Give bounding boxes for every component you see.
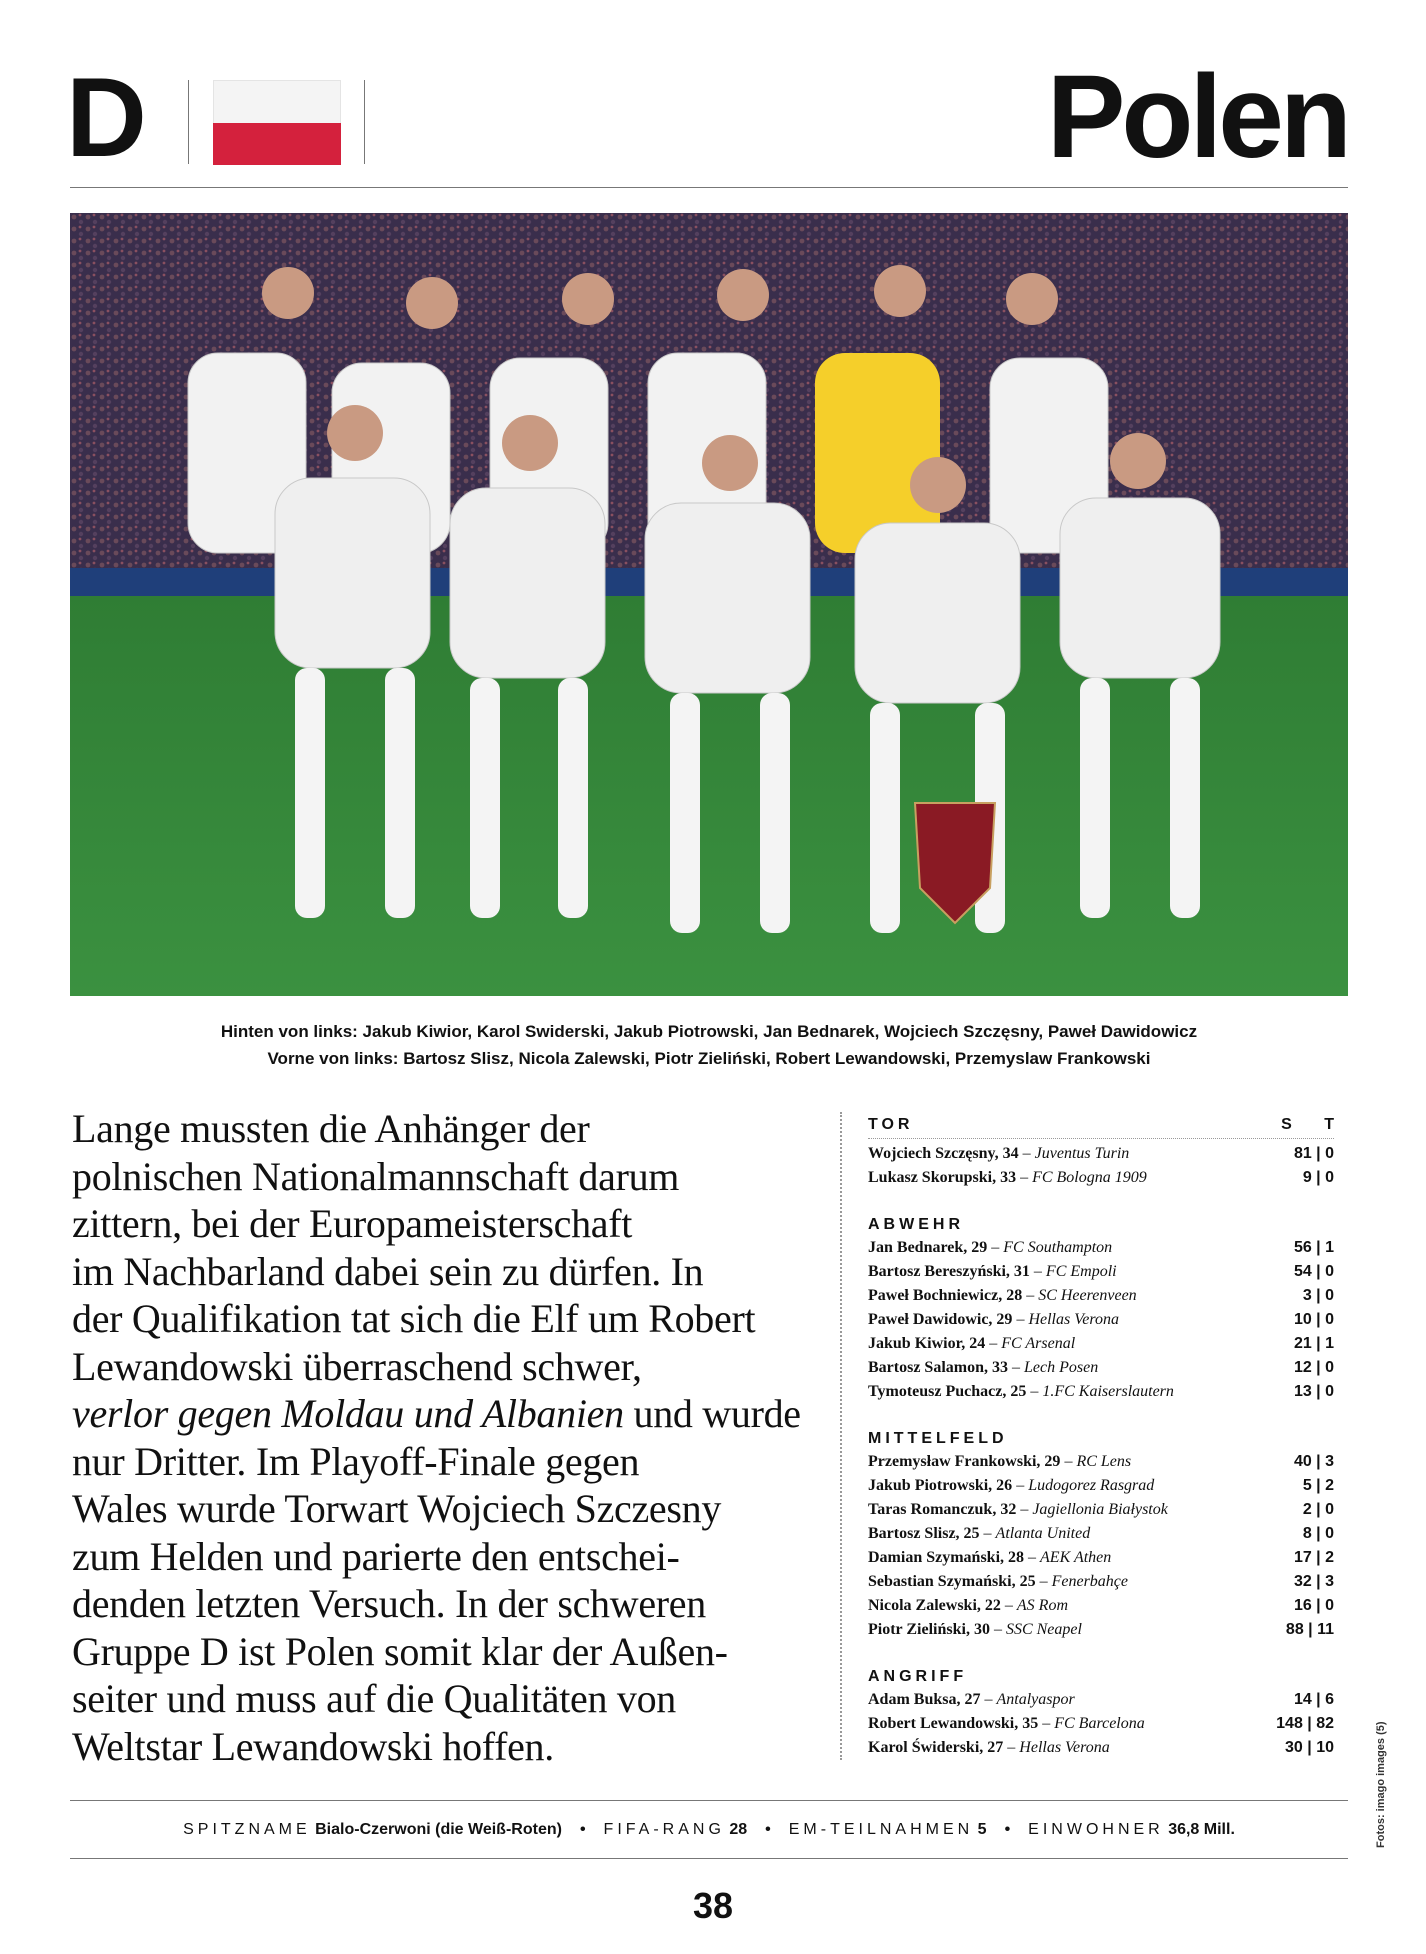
player-name: Bartosz Salamon, 33 — [868, 1359, 1008, 1376]
dash-separator: – — [1012, 1477, 1029, 1494]
player-stats: 32 | 3 — [1293, 1573, 1334, 1590]
dash-separator: – — [1016, 1501, 1033, 1518]
article-line: zum Helden und parierte den entschei- — [72, 1533, 680, 1579]
player-name: Paweł Bochniewicz, 28 — [868, 1287, 1023, 1304]
header-divider-right — [364, 80, 365, 164]
fact-fifa-rang — [604, 1822, 748, 1838]
fact-value: 5 — [977, 1820, 987, 1838]
player-row — [868, 1308, 1334, 1332]
player-name: Wojciech Szczęsny, 34 — [868, 1145, 1019, 1162]
player-info — [868, 1474, 1154, 1498]
roster-section-tor — [868, 1114, 1348, 1190]
article-line-rest: und wurde — [623, 1391, 801, 1436]
squad-roster — [868, 1114, 1348, 1784]
dash-separator: – — [985, 1335, 1002, 1352]
player-stats: 40 | 3 — [1293, 1453, 1334, 1470]
player-stats: 8 | 0 — [1302, 1525, 1334, 1542]
player-stats: 3 | 0 — [1302, 1287, 1334, 1304]
player-row — [868, 1260, 1334, 1284]
player-stats: 21 | 1 — [1293, 1335, 1334, 1352]
dash-separator: – — [989, 1621, 1006, 1638]
player-name: Jan Bednarek, 29 — [868, 1239, 988, 1256]
player-row — [868, 1570, 1334, 1594]
bullet-separator: • — [1004, 1820, 1011, 1838]
player-stats: 5 | 2 — [1302, 1477, 1334, 1494]
roster-section-mittelfeld — [868, 1428, 1334, 1642]
position-heading — [868, 1214, 1334, 1236]
player-club: SSC Neapel — [1005, 1621, 1082, 1638]
position-title: ABWEHR — [868, 1216, 964, 1233]
dash-separator: – — [987, 1239, 1004, 1256]
player-name: Tymoteusz Puchacz, 25 — [868, 1383, 1027, 1400]
player-row — [868, 1688, 1334, 1712]
page-number: 38 — [692, 1885, 734, 1926]
fact-spitzname — [183, 1822, 562, 1838]
roster-section-abwehr — [868, 1214, 1334, 1404]
player-info — [868, 1450, 1131, 1474]
player-stats: 81 | 0 — [1293, 1145, 1334, 1162]
article-body — [72, 1105, 812, 1770]
dash-separator: – — [980, 1691, 997, 1708]
article-line: der Qualifikation tat sich die Elf um Robert — [72, 1296, 756, 1341]
player-stats: 88 | 11 — [1285, 1621, 1334, 1638]
player-info — [868, 1142, 1129, 1166]
player-row — [868, 1498, 1334, 1522]
fact-value: 36,8 Mill. — [1168, 1820, 1235, 1838]
player-name: Piotr Zieliński, 30 — [868, 1621, 990, 1638]
player-row — [868, 1594, 1334, 1618]
fact-value: 28 — [729, 1820, 748, 1838]
player-club: FC Southampton — [1003, 1239, 1113, 1256]
dash-separator: – — [1022, 1287, 1039, 1304]
player-row — [868, 1236, 1334, 1260]
player-club: FC Bologna 1909 — [1032, 1169, 1147, 1186]
stats-header: S T — [1281, 1116, 1348, 1133]
player-row — [868, 1284, 1334, 1308]
article-line: Wales wurde Torwart Wojciech Szczesny — [72, 1486, 722, 1531]
player-row — [868, 1712, 1334, 1736]
article-line: Weltstar Lewandowski hoffen. — [72, 1723, 554, 1769]
player-stats: 14 | 6 — [1293, 1691, 1334, 1708]
article-line: denden letzten Versuch. In der schweren — [72, 1581, 706, 1626]
fact-label: EM-TEILNAHMEN — [788, 1820, 974, 1838]
player-name: Adam Buksa, 27 — [868, 1691, 981, 1708]
fact-value: Bialo-Czerwoni (die Weiß-Roten) — [315, 1820, 562, 1838]
position-title: ANGRIFF — [868, 1668, 968, 1685]
player-info — [868, 1356, 1098, 1380]
dash-separator: – — [1038, 1715, 1055, 1732]
position-title: MITTELFELD — [868, 1430, 1008, 1447]
dash-separator: – — [1029, 1263, 1046, 1280]
caption-front-row: Vorne von links: Bartosz Slisz, Nicola Zalewski, Piotr Zieliński, Robert Lewandowski, Przemyslaw Frankowski — [267, 1049, 1151, 1068]
player-info — [868, 1546, 1111, 1570]
column-divider — [840, 1112, 842, 1760]
player-stats: 16 | 0 — [1293, 1597, 1334, 1614]
player-info — [868, 1712, 1145, 1736]
article-line: nur Dritter. Im Playoff-Finale gegen — [72, 1438, 640, 1484]
team-photo — [70, 213, 1348, 996]
header-divider-left — [188, 80, 189, 164]
article-line: seiter und muss auf die Qualitäten von — [72, 1676, 677, 1721]
player-stats: 13 | 0 — [1293, 1383, 1334, 1400]
player-info — [868, 1308, 1119, 1332]
flag-red-stripe — [213, 123, 341, 166]
position-heading — [868, 1666, 1334, 1688]
player-info — [868, 1260, 1117, 1284]
player-row — [868, 1142, 1334, 1166]
player-row — [868, 1380, 1334, 1404]
player-stats: 9 | 0 — [1302, 1169, 1334, 1186]
fact-einwohner — [1028, 1822, 1235, 1838]
dash-separator: – — [1012, 1311, 1029, 1328]
player-row — [868, 1332, 1334, 1356]
player-name: Damian Szymański, 28 — [868, 1549, 1025, 1566]
dash-separator: – — [1000, 1597, 1017, 1614]
player-club: FC Barcelona — [1054, 1715, 1145, 1732]
position-heading — [868, 1428, 1334, 1450]
dash-separator: – — [1035, 1573, 1052, 1590]
dash-separator: – — [979, 1525, 996, 1542]
player-stats: 17 | 2 — [1293, 1549, 1334, 1566]
player-name: Bartosz Slisz, 25 — [868, 1525, 980, 1542]
player-row — [868, 1474, 1334, 1498]
player-row — [868, 1522, 1334, 1546]
player-club: Hellas Verona — [1028, 1311, 1119, 1328]
player-row — [868, 1736, 1334, 1760]
bullet-separator: • — [765, 1820, 771, 1838]
article-line: Lewandowski überraschend schwer, — [72, 1343, 642, 1389]
player-club: Lech Posen — [1024, 1359, 1099, 1376]
fact-em-teilnahmen — [789, 1822, 987, 1838]
player-name: Bartosz Bereszyński, 31 — [868, 1263, 1030, 1280]
player-info — [868, 1380, 1174, 1404]
header-rule — [70, 187, 1348, 188]
article-italic: verlor gegen Moldau und Albanien — [72, 1391, 624, 1436]
article-line: im Nachbarland dabei sein zu dürfen. In — [72, 1248, 704, 1294]
player-info — [868, 1284, 1137, 1308]
player-stats: 12 | 0 — [1293, 1359, 1334, 1376]
roster-section-angriff — [868, 1666, 1334, 1760]
player-stats: 30 | 10 — [1285, 1739, 1334, 1756]
player-club: Fenerbahçe — [1051, 1573, 1128, 1590]
position-title: TOR — [868, 1116, 914, 1133]
player-club: Jagiellonia Białystok — [1032, 1501, 1168, 1518]
article-line — [72, 1390, 812, 1438]
fact-label: SPITZNAME — [183, 1820, 311, 1838]
player-name: Robert Lewandowski, 35 — [868, 1715, 1039, 1732]
dash-separator: – — [1026, 1383, 1043, 1400]
dash-separator: – — [1018, 1145, 1035, 1162]
player-info — [868, 1688, 1075, 1712]
player-info — [868, 1522, 1090, 1546]
player-stats: 2 | 0 — [1302, 1501, 1334, 1518]
fact-label: EINWOHNER — [1028, 1820, 1164, 1838]
article-line: Gruppe D ist Polen somit klar der Außen- — [72, 1628, 728, 1674]
player-info — [868, 1570, 1128, 1594]
player-club: AS Rom — [1016, 1597, 1068, 1614]
player-club: Juventus Turin — [1034, 1145, 1130, 1162]
player-club: Hellas Verona — [1019, 1739, 1110, 1756]
roster-rule — [868, 1138, 1334, 1139]
player-name: Jakub Kiwior, 24 — [868, 1335, 986, 1352]
fact-label: FIFA-RANG — [603, 1820, 725, 1838]
player-stats: 148 | 82 — [1276, 1715, 1334, 1732]
group-letter: D — [66, 55, 143, 180]
dash-separator: – — [1003, 1739, 1020, 1756]
dash-separator: – — [1008, 1359, 1024, 1376]
player-stats: 54 | 0 — [1293, 1263, 1334, 1280]
player-club: FC Arsenal — [1001, 1335, 1076, 1352]
player-name: Jakub Piotrowski, 26 — [868, 1477, 1013, 1494]
article-line: Lange mussten die Anhänger der — [72, 1106, 590, 1151]
player-club: 1.FC Kaiserslautern — [1042, 1383, 1174, 1400]
team-photo-illustration — [70, 213, 1348, 996]
player-info — [868, 1498, 1168, 1522]
dash-separator: – — [1060, 1453, 1077, 1470]
poland-flag — [213, 80, 341, 165]
flag-white-stripe — [213, 80, 341, 123]
player-club: RC Lens — [1076, 1453, 1132, 1470]
player-name: Nicola Zalewski, 22 — [868, 1597, 1001, 1614]
dash-separator: – — [1024, 1549, 1041, 1566]
player-row — [868, 1546, 1334, 1570]
player-stats: 56 | 1 — [1293, 1239, 1334, 1256]
player-row — [868, 1166, 1334, 1190]
player-row — [868, 1356, 1334, 1380]
player-info — [868, 1594, 1068, 1618]
player-stats: 10 | 0 — [1293, 1311, 1334, 1328]
player-name: Sebastian Szymański, 25 — [868, 1573, 1036, 1590]
photo-caption — [70, 1018, 1348, 1072]
dash-separator: – — [1016, 1169, 1033, 1186]
player-name: Paweł Dawidowic, 29 — [868, 1311, 1013, 1328]
player-row — [868, 1618, 1334, 1642]
player-name: Przemysław Frankowski, 29 — [868, 1453, 1061, 1470]
player-info — [868, 1736, 1110, 1760]
photo-credit: Fotos: imago images (5) — [1375, 1721, 1387, 1848]
facts-bar — [70, 1800, 1348, 1859]
player-club: AEK Athen — [1040, 1549, 1112, 1566]
bullet-separator: • — [579, 1820, 586, 1838]
player-info — [868, 1166, 1147, 1190]
player-name: Karol Świderski, 27 — [868, 1739, 1004, 1756]
player-club: Ludogorez Rasgrad — [1028, 1477, 1155, 1494]
player-name: Lukasz Skorupski, 33 — [868, 1169, 1017, 1186]
article-line: polnischen Nationalmannschaft darum — [72, 1153, 680, 1199]
player-info — [868, 1332, 1075, 1356]
player-row — [868, 1450, 1334, 1474]
country-title: Polen — [1046, 51, 1348, 183]
player-club: FC Empoli — [1045, 1263, 1117, 1280]
player-club: Atlanta United — [995, 1525, 1091, 1542]
player-name: Taras Romanczuk, 32 — [868, 1501, 1017, 1518]
caption-back-row: Hinten von links: Jakub Kiwior, Karol Swiderski, Jakub Piotrowski, Jan Bednarek, Wojciech Szczęsny, Paweł Dawidowicz — [220, 1022, 1198, 1041]
player-club: SC Heerenveen — [1038, 1287, 1137, 1304]
article-line: zittern, bei der Europameisterschaft — [72, 1201, 633, 1246]
player-club: Antalyaspor — [996, 1691, 1075, 1708]
player-info — [868, 1618, 1082, 1642]
player-info — [868, 1236, 1112, 1260]
position-heading — [868, 1114, 1348, 1136]
